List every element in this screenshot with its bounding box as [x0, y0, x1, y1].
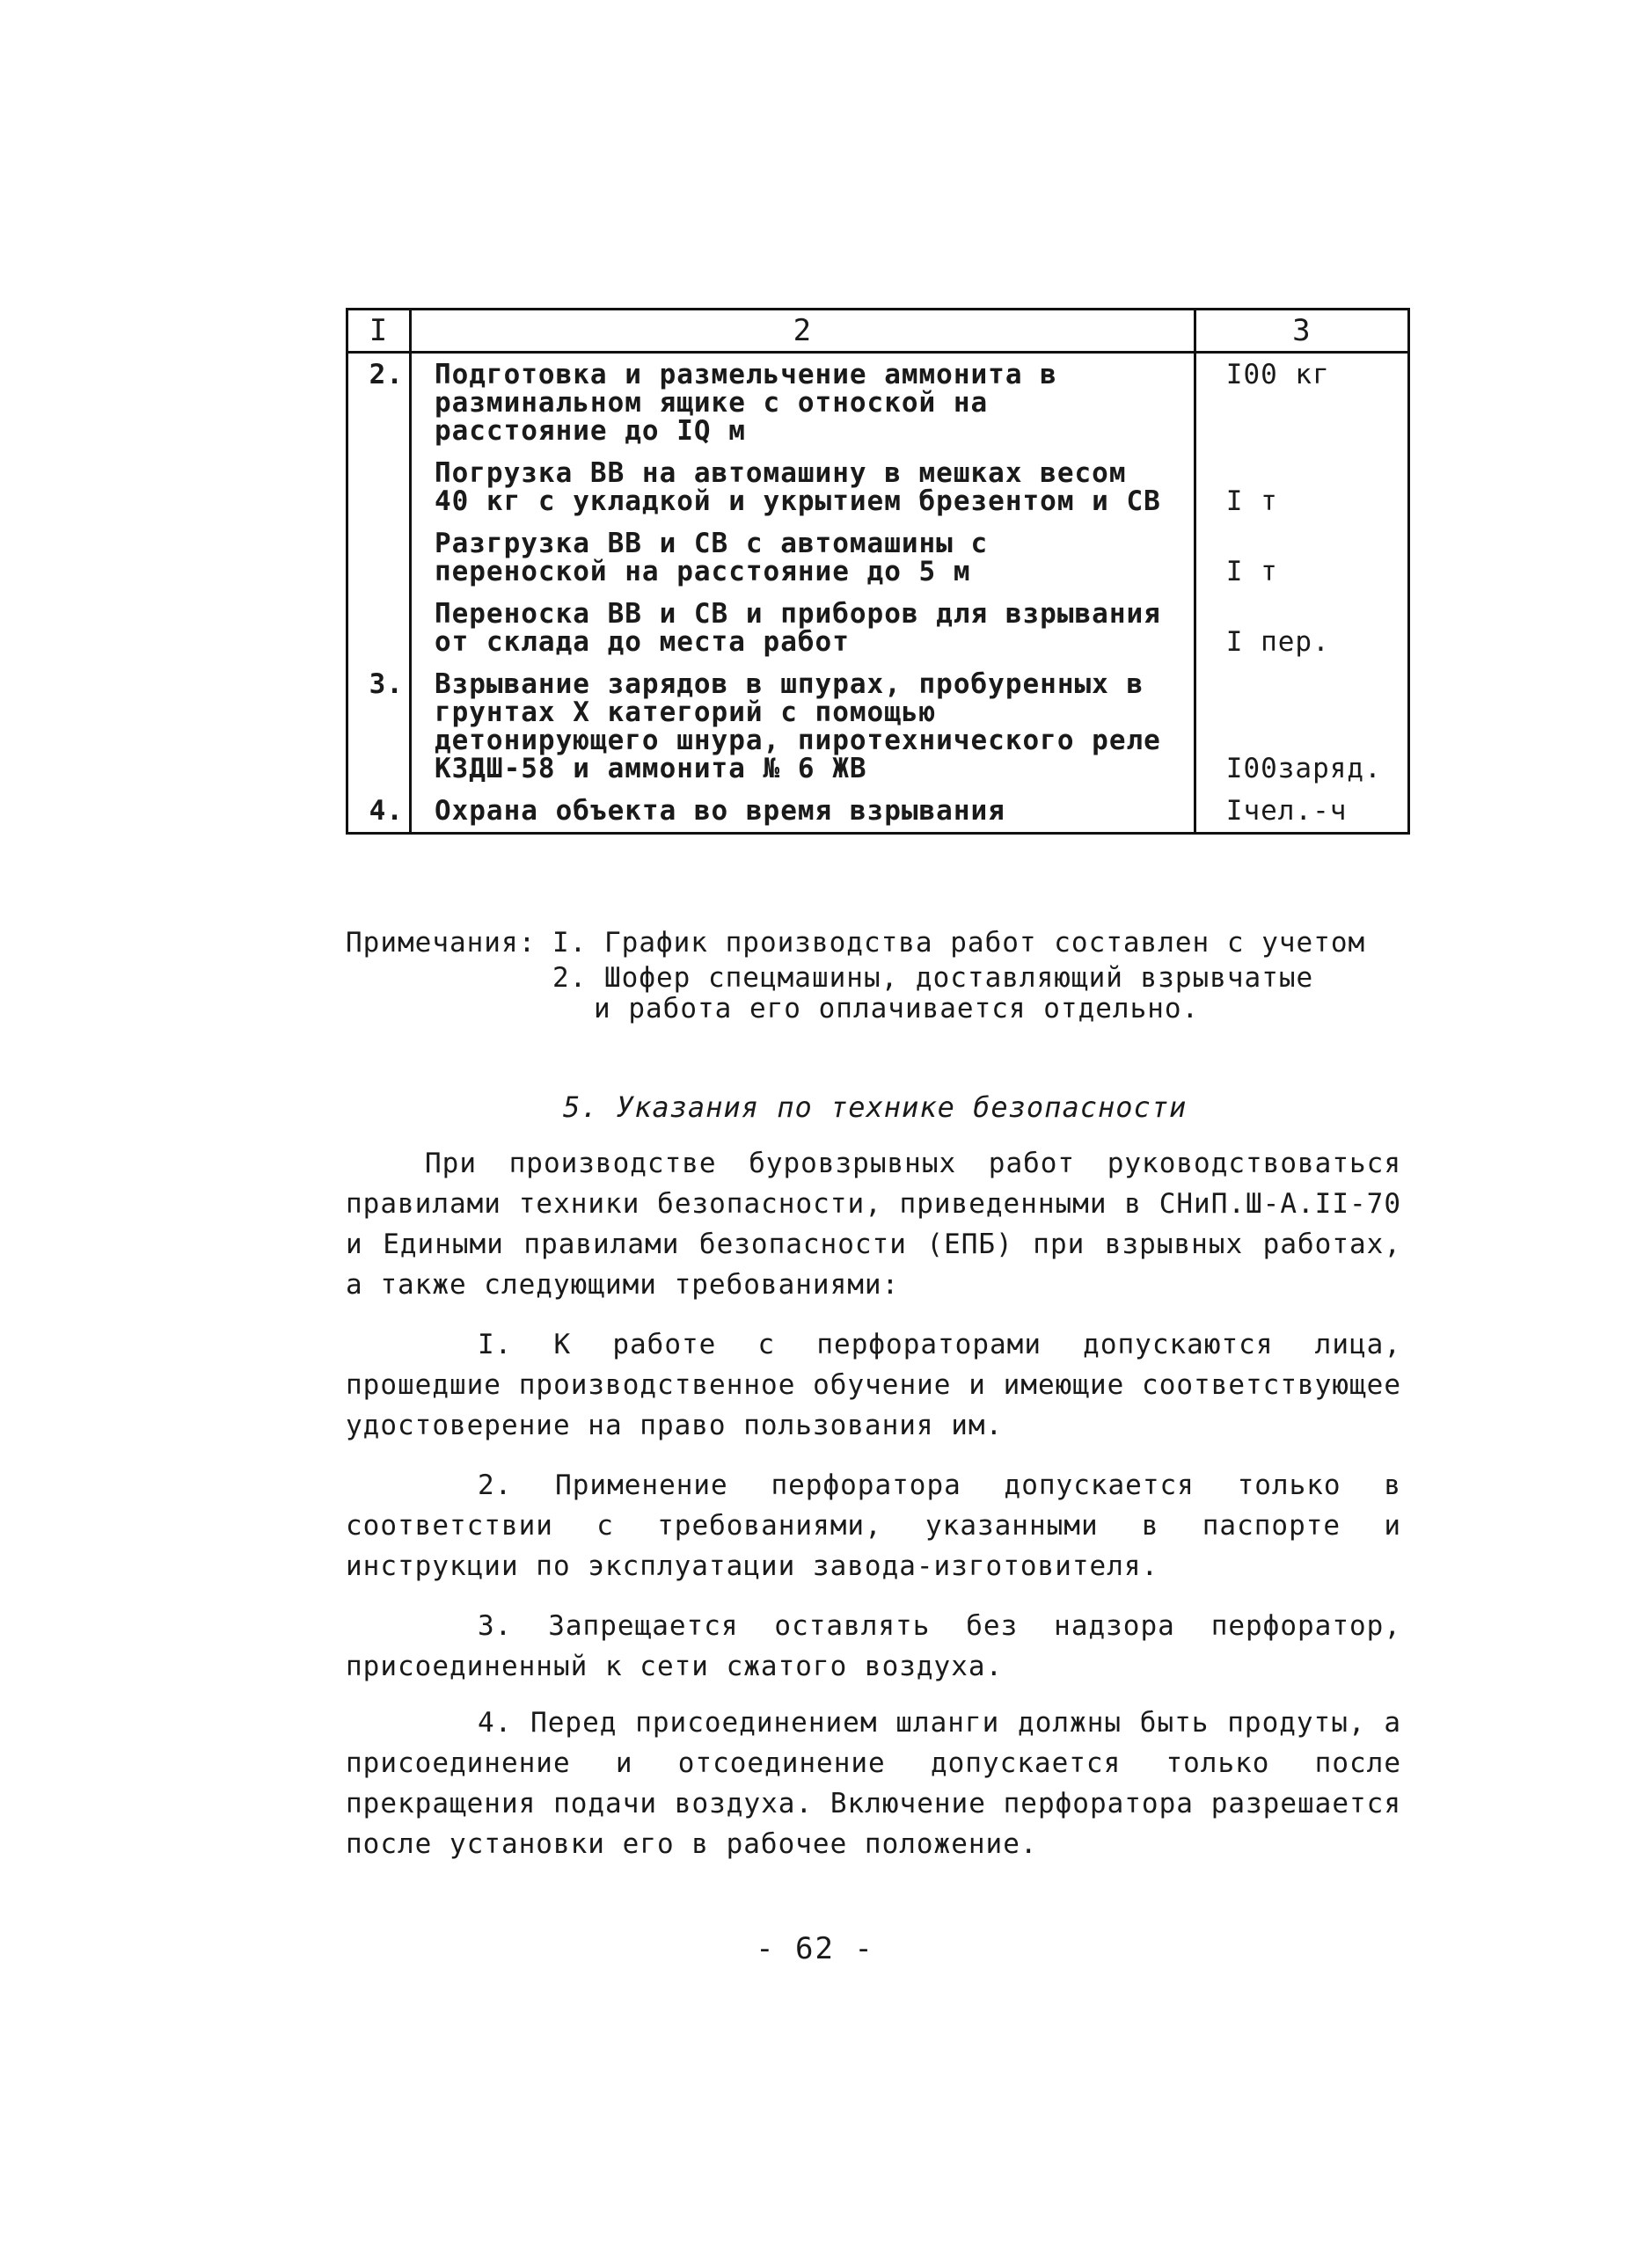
safety-item-text: 3. Запрещается оставлять без надзора перфоратор, присоединенный к сети сжатого воздуха.	[346, 1610, 1401, 1682]
safety-item-text: I. К работе с перфораторами допускаются лица, прошедшие производственное обучение и имеющие соответствующее удостоверение на право пользования им.	[346, 1329, 1401, 1441]
row-description: Взрывание зарядов в шпурах, пробуренных в грунтах X категорий с помощью детонирующего шнура, пиротехнического реле КЗДШ-58 и аммонита № 6 ЖВ	[410, 663, 1195, 790]
table-row	[347, 353, 1409, 453]
row-quantity: I пер.	[1195, 593, 1408, 663]
note-1: I. График производства работ составлен с учетом	[552, 927, 1366, 959]
note-2-line-2: и работа его оплачивается отдельно.	[594, 993, 1200, 1025]
header-col-2: 2	[410, 310, 1195, 353]
row-description: Охрана объекта во время взрывания	[410, 790, 1195, 834]
notes-block	[346, 925, 1419, 1025]
safety-item	[346, 1606, 1401, 1687]
row-description: Разгрузка ВВ и СВ с автомашины с переноской на расстояние до 5 м	[410, 522, 1195, 593]
row-quantity: Iчел.-ч	[1195, 790, 1408, 834]
row-quantity: I00заряд.	[1195, 663, 1408, 790]
table-row	[347, 593, 1409, 663]
row-number: 4.	[347, 790, 411, 834]
works-table	[346, 308, 1410, 835]
table-row	[347, 790, 1409, 834]
intro-text: При производстве буровзрывных работ руководствоваться правилами техники безопасности, приведенными в СНиП.Ш-А.II-70 и Едиными правилами безопасности (ЕПБ) при взрывных работах, а также следующими требованиями:	[346, 1148, 1401, 1301]
table-row	[347, 663, 1409, 790]
row-description: Подготовка и размельчение аммонита в разминальном ящике с отноской на расстояние до IQ м	[410, 353, 1195, 453]
safety-item-text: 2. Применение перфоратора допускается только в соответствии с требованиями, указанными в паспорте и инструкции по эксплуатации завода-изготовителя.	[346, 1469, 1401, 1582]
row-quantity: I т	[1195, 522, 1408, 593]
row-description: Переноска ВВ и СВ и приборов для взрывания от склада до места работ	[410, 593, 1195, 663]
section-heading: 5. Указания по технике безопасности	[563, 1090, 1188, 1124]
safety-item	[346, 1465, 1401, 1586]
table-row	[347, 522, 1409, 593]
safety-item	[346, 1324, 1401, 1446]
header-col-3: 3	[1195, 310, 1408, 353]
header-col-1: I	[347, 310, 411, 353]
table-row	[347, 452, 1409, 522]
page-number: - 62 -	[756, 1931, 874, 1966]
row-quantity: I00 кг	[1195, 353, 1408, 453]
table-header-row	[347, 310, 1409, 353]
row-quantity: I т	[1195, 452, 1408, 522]
safety-item-text: 4. Перед присоединением шланги должны быть продуты, а присоединение и отсоединение допускается только после прекращения подачи воздуха. Включение перфоратора разрешается после установки его в рабочее положение.	[346, 1707, 1401, 1860]
notes-label: Примечания:	[346, 927, 537, 959]
row-number: 3.	[347, 663, 411, 790]
intro-paragraph	[346, 1143, 1401, 1305]
row-number: 2.	[347, 353, 411, 453]
safety-item	[346, 1703, 1401, 1864]
row-description: Погрузка ВВ на автомашину в мешках весом 40 кг с укладкой и укрытием брезентом и СВ	[410, 452, 1195, 522]
note-2-line-1: 2. Шофер спецмашины, доставляющий взрывчатые	[552, 962, 1314, 994]
